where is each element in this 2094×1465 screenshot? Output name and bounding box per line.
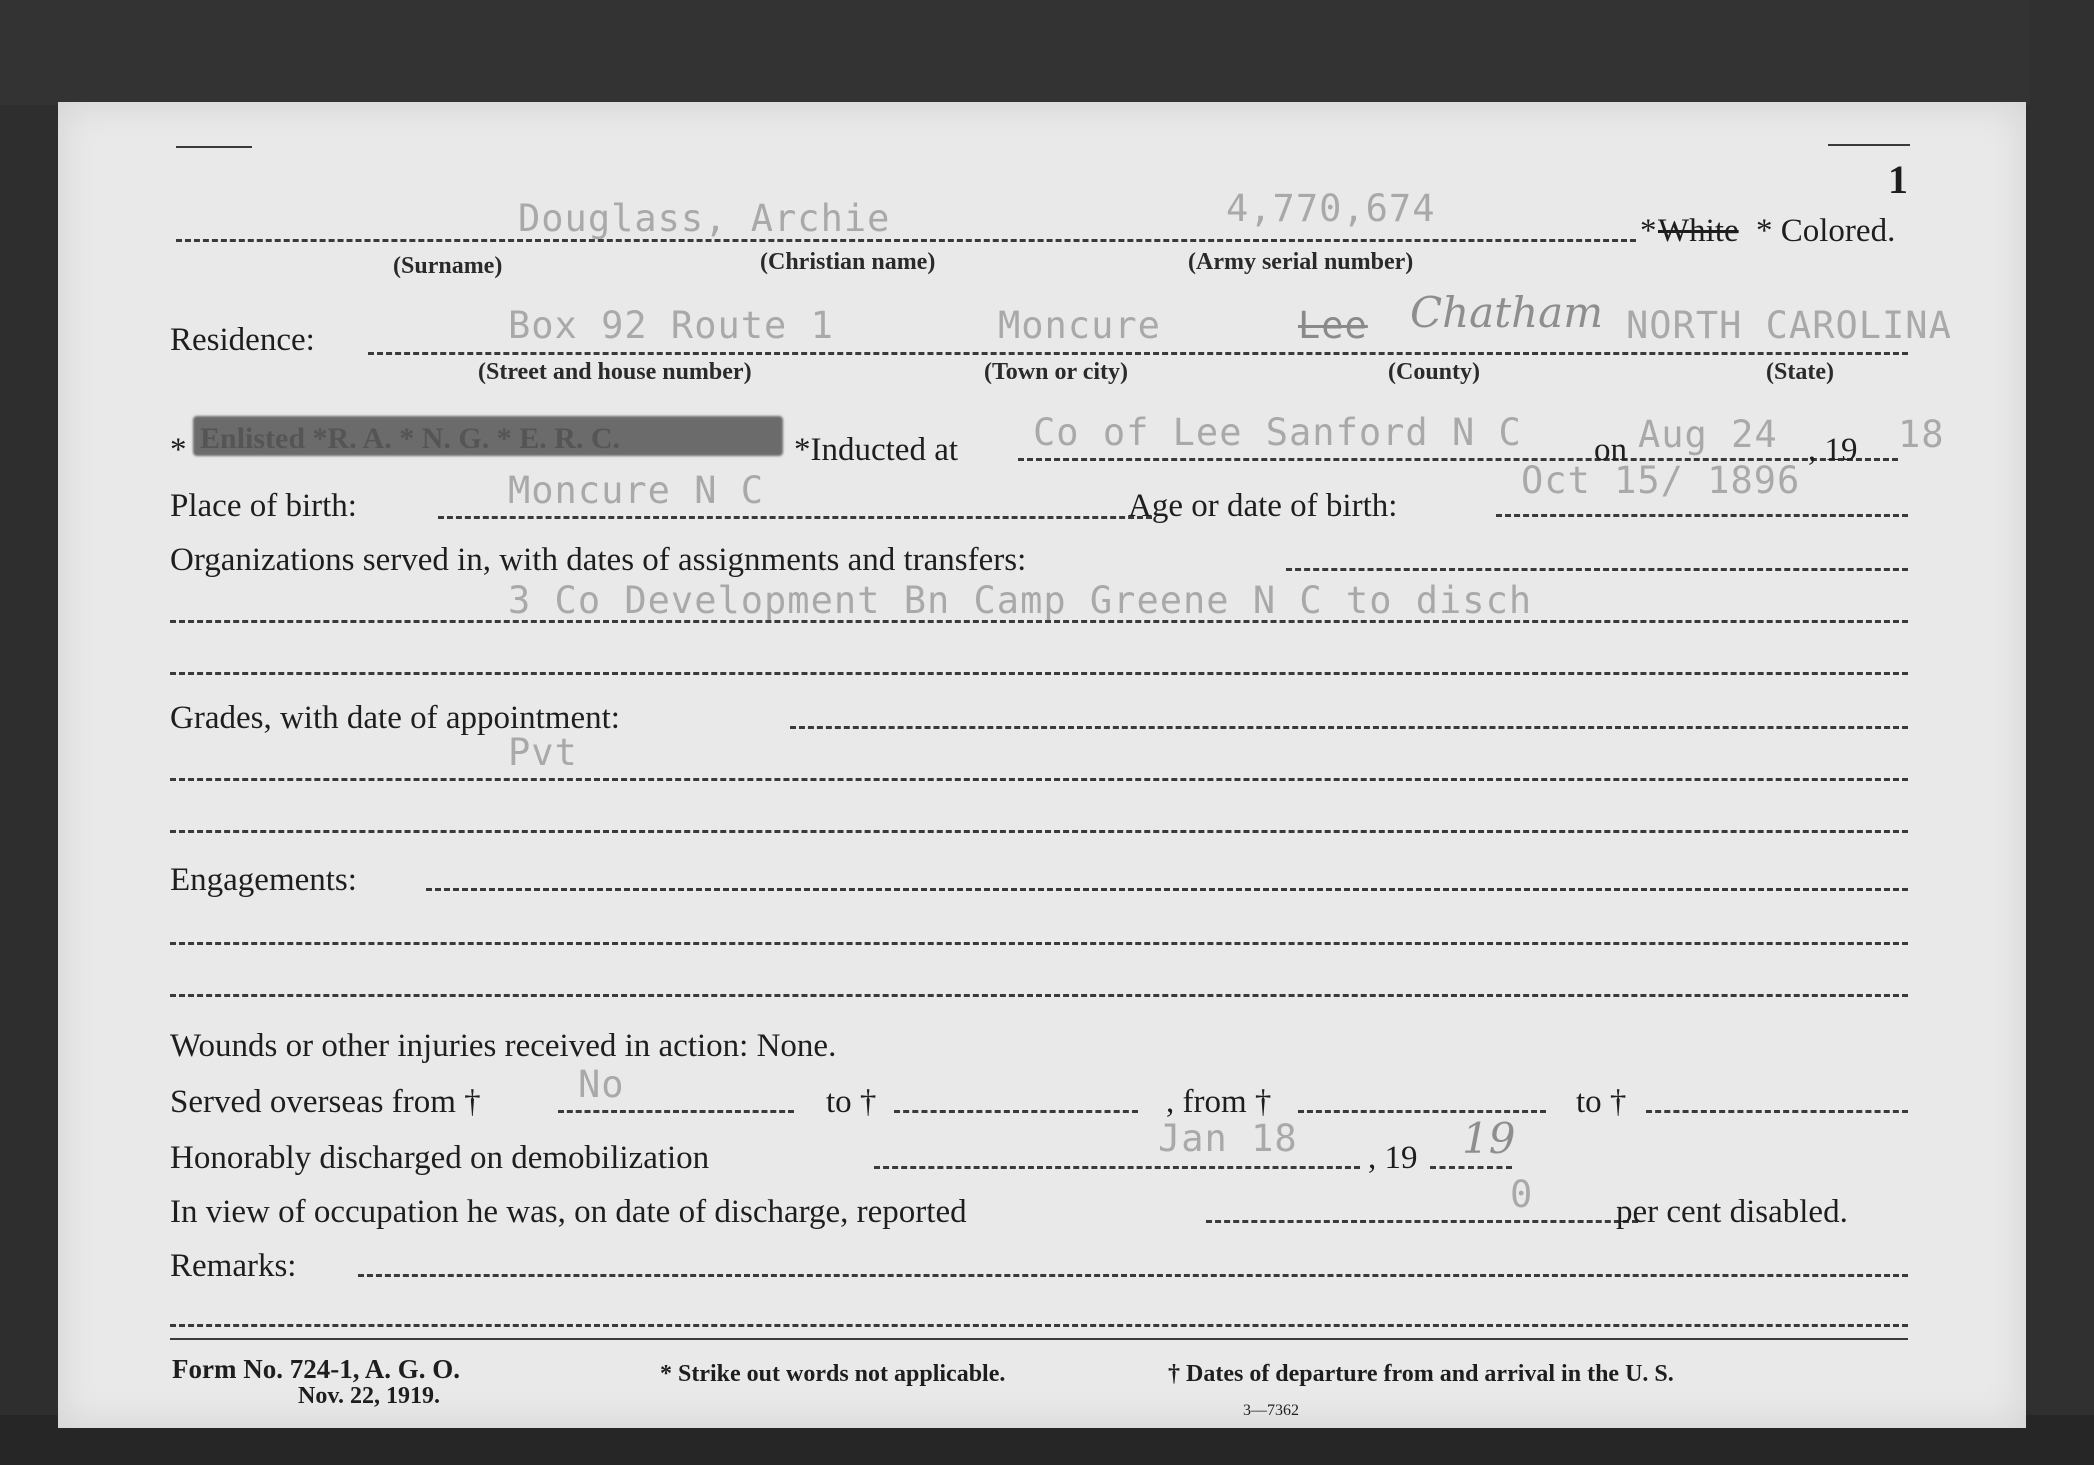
footnote-strike-out: * Strike out words not applicable. xyxy=(660,1361,1006,1387)
residence-town-value: Moncure xyxy=(998,304,1161,347)
corner-mark-right xyxy=(1828,144,1910,146)
footnote-dates: † Dates of departure from and arrival in the U. S. xyxy=(1168,1361,1674,1387)
christian-name-caption: (Christian name) xyxy=(760,249,936,275)
grades-line-0 xyxy=(790,726,1908,729)
race-prefix: * xyxy=(1640,213,1657,249)
birth-place-label: Place of birth: xyxy=(170,488,357,524)
overseas-to-line-2 xyxy=(1646,1110,1908,1113)
organizations-line-0 xyxy=(1286,568,1908,571)
inducted-date-value: Aug 24 xyxy=(1638,413,1778,456)
organizations-value: 3 Co Development Bn Camp Greene N C to disch xyxy=(508,579,1533,622)
engagements-label: Engagements: xyxy=(170,862,357,898)
serial-caption: (Army serial number) xyxy=(1188,249,1414,275)
inducted-label: *Inducted at xyxy=(794,432,959,468)
organizations-label: Organizations served in, with dates of assignments and transfers: xyxy=(170,542,1027,578)
residence-county-struck: Lee xyxy=(1298,304,1368,347)
discharge-line xyxy=(874,1166,1360,1169)
organizations-line-1 xyxy=(170,620,1908,623)
overseas-value: No xyxy=(578,1063,625,1106)
engagements-line-0 xyxy=(426,888,1908,891)
town-caption: (Town or city) xyxy=(984,359,1128,385)
overseas-from-line-2 xyxy=(1298,1110,1546,1113)
residence-state-value: NORTH CAROLINA xyxy=(1626,304,1952,347)
birth-place-line xyxy=(438,516,1152,519)
birth-date-line xyxy=(1496,514,1908,517)
film-border-top xyxy=(0,0,2094,105)
age-label: Age or date of birth: xyxy=(1128,488,1398,524)
discharge-label: Honorably discharged on demobilization xyxy=(170,1140,710,1176)
birth-date-value: Oct 15/ 1896 xyxy=(1521,459,1801,502)
disabled-line xyxy=(1206,1220,1638,1223)
remarks-bottom-rule xyxy=(170,1338,1908,1340)
engagements-line-1 xyxy=(170,942,1908,945)
grades-value: Pvt xyxy=(508,731,578,774)
disabled-label: per cent disabled. xyxy=(1616,1194,1848,1230)
inducted-place-value: Co of Lee Sanford N C xyxy=(1033,411,1522,454)
grades-line-1 xyxy=(170,778,1908,781)
residence-county-value: Chatham xyxy=(1410,288,1604,337)
grades-line-2 xyxy=(170,830,1908,833)
discharge-year-value: 19 xyxy=(1462,1114,1516,1163)
occupation-label: In view of occupation he was, on date of discharge, reported xyxy=(170,1194,967,1230)
inducted-year-prefix: , 19 xyxy=(1808,432,1858,468)
residence-line xyxy=(368,352,1908,355)
enlisted-options-redacted: Enlisted *R. A. * N. G. * E. R. C. xyxy=(200,422,621,455)
print-code: 3—7362 xyxy=(1243,1402,1299,1419)
overseas-label: Served overseas from † xyxy=(170,1084,481,1120)
page-number: 1 xyxy=(1888,157,1908,202)
discharge-year-prefix: , 19 xyxy=(1368,1140,1418,1176)
film-border-right xyxy=(2030,0,2094,1465)
remarks-label: Remarks: xyxy=(170,1248,297,1284)
residence-label: Residence: xyxy=(170,322,315,358)
race-white-struck: White xyxy=(1658,213,1739,249)
corner-mark-left xyxy=(176,146,252,148)
engagements-line-2 xyxy=(170,994,1908,997)
discharge-date-value: Jan 18 xyxy=(1158,1117,1298,1160)
surname-value: Douglass, Archie xyxy=(518,197,891,240)
wounds-label: Wounds or other injuries received in action: None. xyxy=(170,1028,837,1064)
state-caption: (State) xyxy=(1766,359,1834,385)
discharge-year-line xyxy=(1430,1166,1512,1169)
inducted-year-value: 18 xyxy=(1898,413,1945,456)
serial-number-value: 4,770,674 xyxy=(1226,187,1436,230)
overseas-to-label: to † xyxy=(826,1084,877,1120)
name-line xyxy=(176,239,1636,242)
street-caption: (Street and house number) xyxy=(478,359,752,385)
on-label: on xyxy=(1594,432,1627,468)
service-record-card xyxy=(58,102,2026,1428)
overseas-to-label-2: to † xyxy=(1576,1084,1627,1120)
overseas-from-line xyxy=(558,1110,794,1113)
birth-place-value: Moncure N C xyxy=(508,469,765,512)
organizations-line-2 xyxy=(170,672,1908,675)
form-date: Nov. 22, 1919. xyxy=(298,1383,441,1409)
enlisted-prefix: * xyxy=(170,432,187,468)
form-number: Form No. 724-1, A. G. O. xyxy=(172,1354,460,1384)
remarks-line-0 xyxy=(358,1274,1908,1277)
remarks-line-1 xyxy=(170,1324,1908,1327)
disabled-value: 0 xyxy=(1510,1173,1534,1216)
county-caption: (County) xyxy=(1388,359,1481,385)
overseas-to-line xyxy=(894,1110,1138,1113)
surname-caption: (Surname) xyxy=(393,253,503,279)
overseas-from-label-2: , from † xyxy=(1166,1084,1272,1120)
grades-label: Grades, with date of appointment: xyxy=(170,700,620,736)
race-colored: * Colored. xyxy=(1756,213,1896,249)
residence-street-value: Box 92 Route 1 xyxy=(508,304,834,347)
